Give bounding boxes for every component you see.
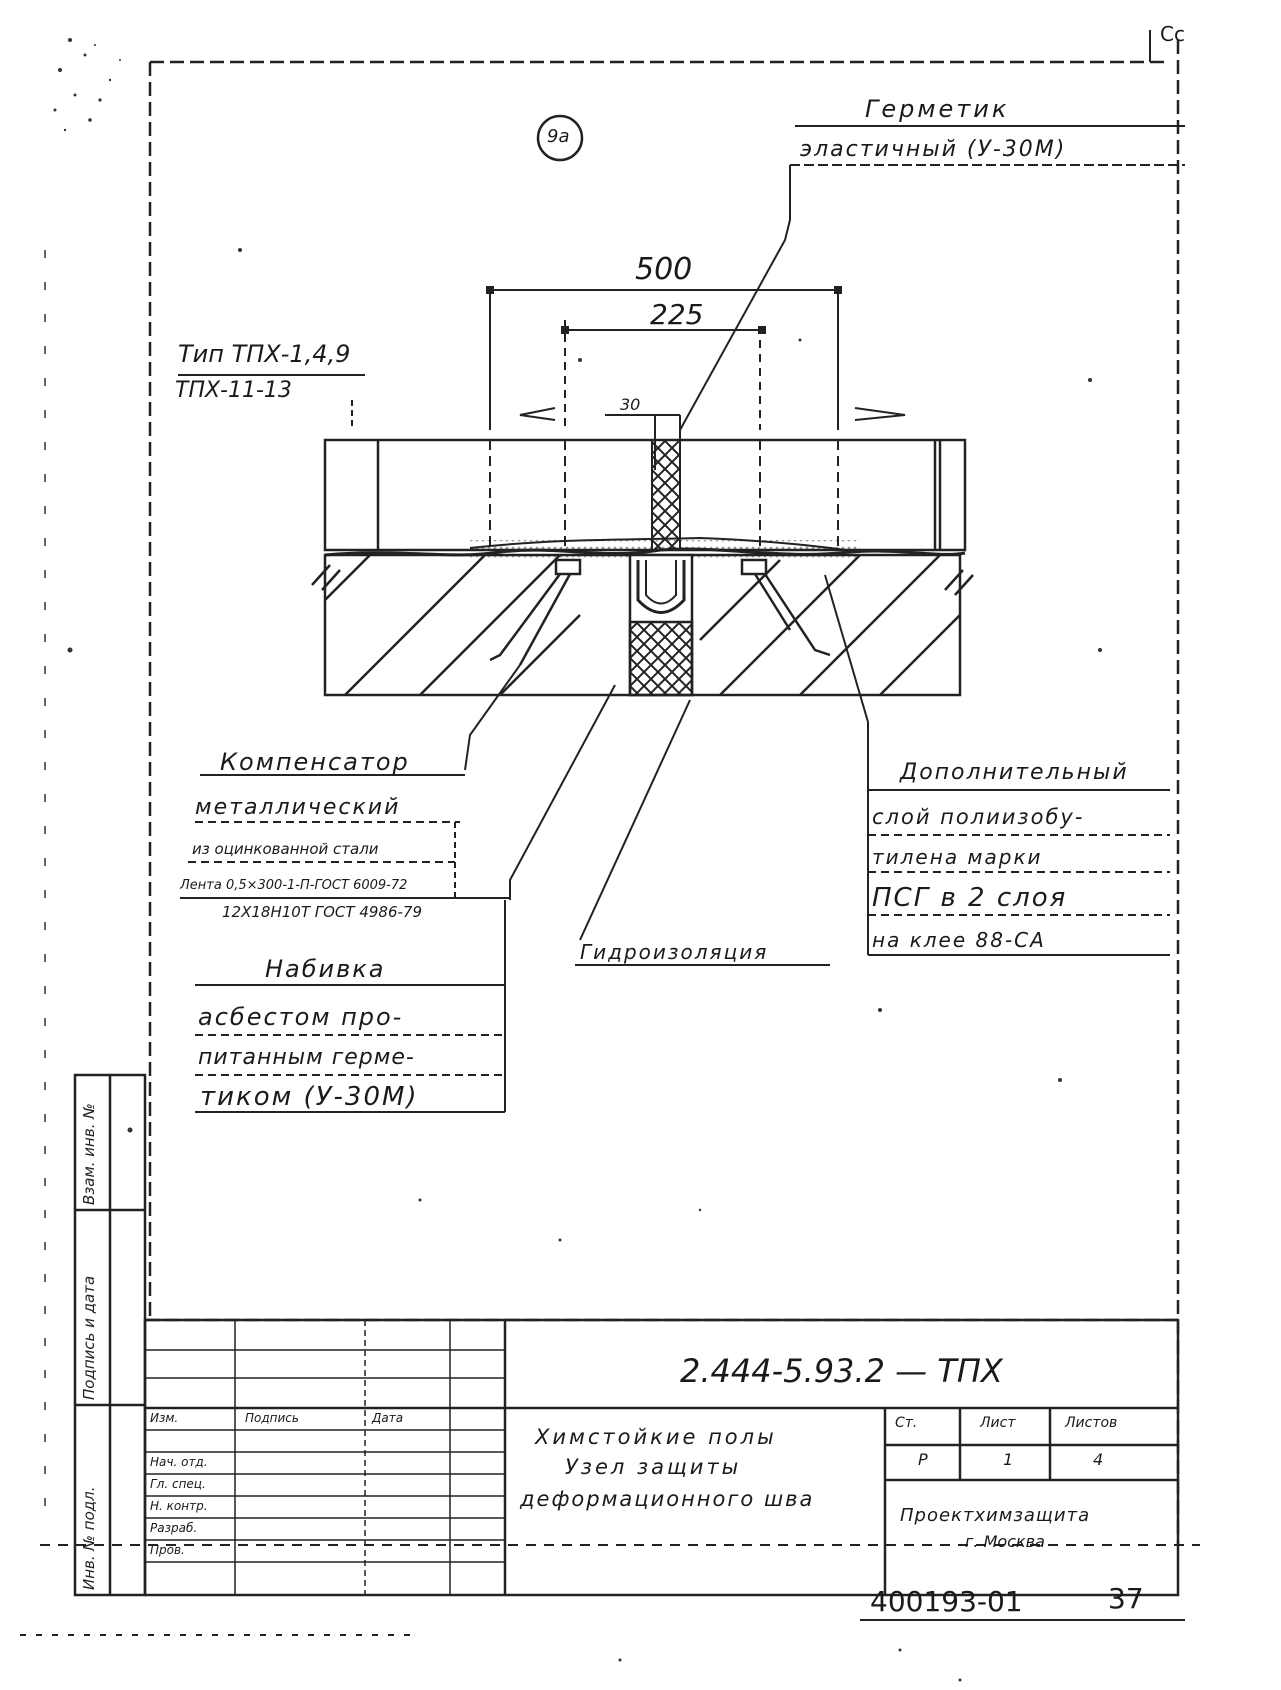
compensator-label-3: из оцинкованной стали	[192, 840, 379, 858]
title-name-1: Химстойкие полы	[535, 1425, 777, 1449]
sealant-label-2: эластичный (У-30М)	[800, 137, 1067, 162]
stage-value: Р	[918, 1450, 928, 1469]
sign-row-4: Разраб.	[150, 1521, 198, 1535]
margin-label-inventory: Инв. № подл.	[80, 1486, 98, 1590]
org-name-1: Проектхимзащита	[900, 1505, 1091, 1526]
drawing-code: 2.444-5.93.2 — ТПХ	[680, 1352, 1003, 1390]
sheet-value: 1	[1003, 1450, 1014, 1469]
sign-row-3: Н. контр.	[150, 1499, 208, 1513]
sheet-header: Лист	[980, 1415, 1016, 1431]
extra-layer-label-3: тилена марки	[872, 845, 1043, 869]
sign-row-1: Нач. отд.	[150, 1455, 208, 1469]
corner-mark: Сс	[1160, 22, 1185, 46]
reference-label-2: ТПХ-11-13	[175, 378, 292, 403]
packing-label-4: тиком (У-30М)	[200, 1082, 419, 1112]
extra-layer-label-1: Дополнительный	[900, 760, 1129, 785]
packing-label-3: питанным герме-	[198, 1045, 415, 1070]
dimension-gap: 30	[620, 395, 641, 414]
compensator-label-4: Лента 0,5×300-1-П-ГОСТ 6009-72	[180, 878, 408, 893]
stage-header: Ст.	[895, 1415, 918, 1431]
compensator-label-5: 12Х18Н10Т ГОСТ 4986-79	[222, 903, 422, 921]
reference-label-1: Тип ТПХ-1,4,9	[178, 340, 351, 368]
packing-label-1: Набивка	[265, 955, 386, 983]
archive-number: 400193-01	[870, 1585, 1023, 1618]
sheets-header: Листов	[1065, 1415, 1118, 1431]
sealant-joint	[652, 440, 680, 550]
extra-layer-label-2: слой полиизобу-	[872, 805, 1085, 829]
sealant-leader	[680, 126, 1185, 430]
sign-row-5: Пров.	[150, 1543, 185, 1557]
compensator-label-1: Компенсатор	[220, 748, 410, 776]
compensator-label-2: металлический	[195, 795, 401, 820]
waterproofing-label: Гидроизоляция	[580, 940, 769, 964]
head-cell-change: Изм.	[150, 1411, 179, 1425]
sealant-label-1: Герметик	[865, 95, 1010, 123]
extra-layer-label-4: ПСГ в 2 слоя	[872, 883, 1068, 913]
title-name-3: деформационного шва	[520, 1487, 815, 1511]
margin-label-signature: Подпись и дата	[80, 1275, 98, 1400]
scan-artifact	[54, 38, 122, 131]
head-cell-sign: Подпись	[245, 1411, 299, 1425]
sheets-value: 4	[1093, 1450, 1104, 1469]
head-cell-date: Дата	[372, 1411, 404, 1425]
dimension-overall: 500	[635, 252, 693, 287]
dimension-inner: 225	[650, 298, 704, 331]
org-name-2: г. Москва	[965, 1532, 1045, 1551]
asbestos-packing	[630, 622, 692, 695]
floor-upper-layer	[325, 440, 965, 550]
detail-marker-label: 9a	[547, 126, 570, 147]
sign-row-2: Гл. спец.	[150, 1477, 206, 1491]
page-number: 37	[1108, 1582, 1144, 1615]
packing-label-2: асбестом про-	[198, 1003, 404, 1031]
title-name-2: Узел защиты	[565, 1455, 742, 1479]
margin-label-replace: Взам. инв. №	[80, 1103, 98, 1205]
extra-layer-label-5: на клее 88-СА	[872, 928, 1046, 952]
